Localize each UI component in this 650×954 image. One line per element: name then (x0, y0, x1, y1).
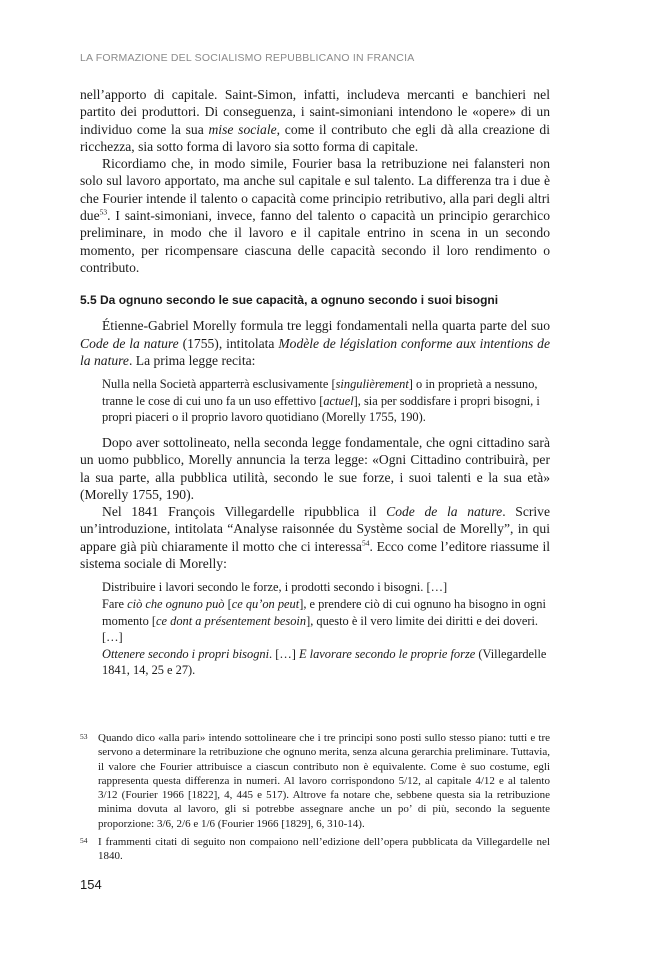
footnote-text: I frammenti citati di seguito non compaiono nell’edizione dell’opera pubblicata da Villegardelle nel 1840. (98, 836, 550, 863)
paragraph-1: nell’apporto di capitale. Saint-Simon, infatti, includeva mercanti e banchieri nel partito dei produttori. Di conseguenza, i saint-simoniani intendono le «opere» di un individuo come la sua mise sociale, come il contributo che egli dà alla creazione di ricchezza, sia sotto forma di lavoro sia sotto forma di capitale. (80, 87, 550, 154)
footnote-53 (80, 731, 550, 831)
footnotes (80, 731, 550, 868)
paragraph-5: Nel 1841 François Villegardelle ripubblica il Code de la nature. Scrive un’introduzione, intitolata “Analyse raisonnée du Système social de Morelly”, in qui appare già più chiaramente il motto che ci interessa$^{54}$. Ecco come l’editore riassume il sistema sociale di Morelly: (80, 504, 550, 572)
block-quote-2 (102, 579, 550, 679)
footnote-number: 54 (80, 836, 88, 846)
quote-line-1: Distribuire i lavori secondo le forze, i prodotti secondo i bisogni. […] (102, 580, 448, 595)
block-quote-1: Nulla nella Società apparterrà esclusivamente [singulièrement] o in proprietà a nessuno, tranne le cose di cui uno fa un uso effettivo [actuel], sia per soddisfare i propri bisogni, i propri piaceri o il proprio lavoro quotidiano (Morelly 1755, 190). (102, 377, 540, 425)
running-head: LA FORMAZIONE DEL SOCIALISMO REPUBBLICANO IN FRANCIA (80, 52, 415, 64)
page-number: 154 (80, 877, 102, 892)
main-text (80, 86, 550, 687)
section-heading: 5.5 Da ognuno secondo le sue capacità, a ognuno secondo i suoi bisogni (80, 293, 499, 308)
quote-line-2: Fare ciò che ognuno può [ce qu’on peut], e prendere ciò di cui ognuno ha bisogno in ogni momento [ce dont a présentement besoin], questo è il vero limite dei diritti e dei doveri. […] (102, 596, 546, 645)
footnote-ref-54[interactable]: 54 (361, 538, 370, 548)
footnote-number: 53 (80, 732, 88, 741)
footnote-54 (80, 835, 550, 864)
footnote-text: Quando dico «alla pari» intendo sottolineare che i tre principi sono posti sullo stesso piano: tutti e tre servono a determinare la retribuzione che ognuno merita, senza alcuna gerarchia preliminare. Tuttavia, il valore che Fourier attribuisce a ciascun contributo non è equivalente. Come è suo costume, egli rappresenta questa differenza in numeri. Al lavoro corrispondono 5/12, al capitale 4/12 e al talento 3/12 (Fourier 1966 [1822], 4, 445 e 517). Altrove fa notare che, sebbene questa sia la retribuzione minima dovuta al lavoro, gli si potrebbe assegnare anche un po’ di più, secondo la seguente proporzione: 3/6, 2/6 e 1/6 (Fourier 1966 [1829], 6, 310-14). (98, 732, 550, 830)
paragraph-2: Ricordiamo che, in modo simile, Fourier basa la retribuzione nei falansteri non solo sul lavoro apportato, ma anche sul capitale e sul talento. La differenza tra i due è che Fourier intende il talento o capacità come principio retributivo, alla pari degli altri due$^{53}$. I saint-simoniani, invece, fanno del talento o capacità un principio gerarchico preliminare, in modo che il lavoro e il capitale entrino in scena in un secondo momento, per ricompensare ciascuna delle capacità secondo il loro rendimento o contributo. (80, 156, 550, 275)
paragraph-4: Dopo aver sottolineato, nella seconda legge fondamentale, che ogni cittadino sarà un uomo pubblico, Morelly annuncia la terza legge: «Ogni Cittadino contribuirà, per la sua parte, alla pubblica utilità, secondo le sue forze, i suoi talenti e la sua età» (Morelly 1755, 190). (80, 434, 550, 502)
quote-line-3: Ottenere secondo i propri bisogni. […] E lavorare secondo le proprie forze (Villegardelle 1841, 14, 25 e 27). (102, 646, 547, 678)
footnote-ref-53[interactable]: 53 (99, 207, 108, 217)
paragraph-3: Étienne-Gabriel Morelly formula tre leggi fondamentali nella quarta parte del suo Code de la nature (1755), intitolata Modèle de législation conforme aux intentions de la nature. La prima legge recita: (80, 318, 550, 368)
